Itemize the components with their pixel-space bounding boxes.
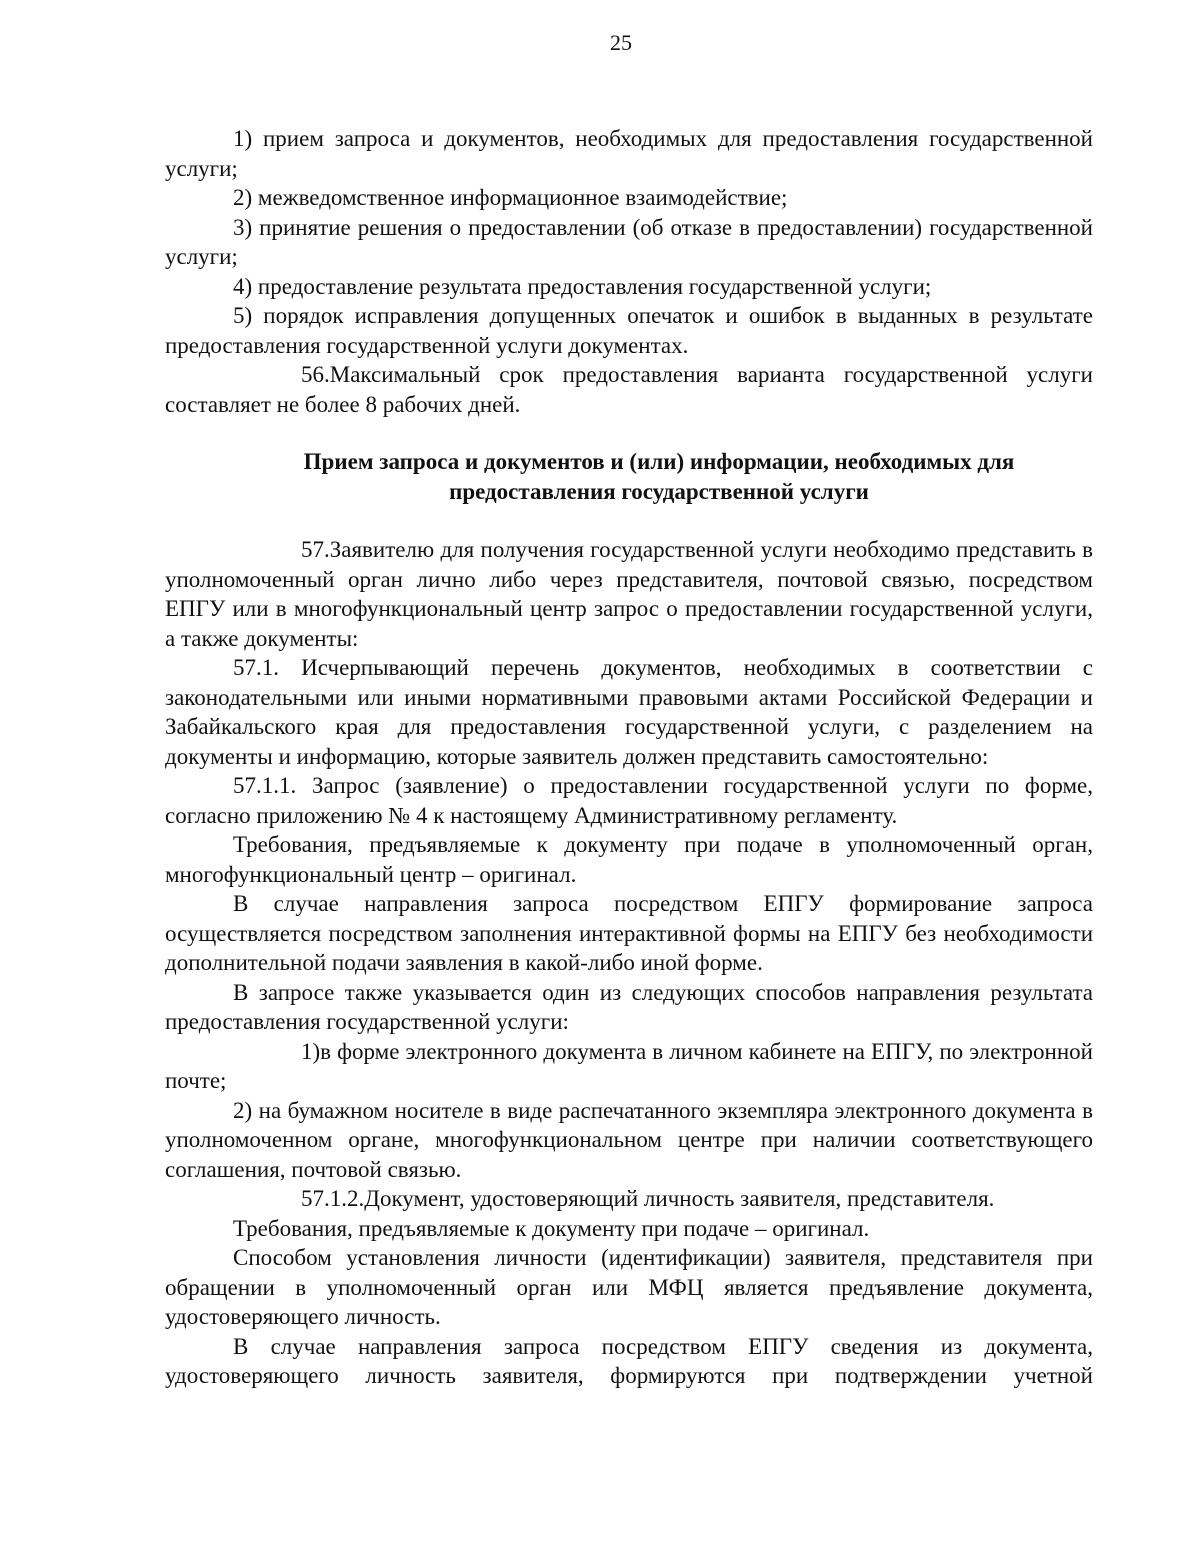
result-method-1 — [165, 1037, 1093, 1096]
heading-line-1: Прием запроса и документов и (или) информации, необходимых для — [303, 449, 1015, 474]
list-item-2: 2) межведомственное информационное взаимодействие; — [233, 185, 788, 210]
list-item-1: 1) прием запроса и документов, необходимых для предоставления государственной услуги; — [165, 126, 1093, 181]
paragraph-epgu-identity: В случае направления запроса посредством ЕПГУ сведения из документа, удостоверяющего личность заявителя, формируются при подтверждении учетной — [165, 1333, 1093, 1388]
section-heading — [165, 447, 1093, 507]
paragraph-number: 57. — [301, 537, 330, 562]
paragraph-57-1-1: 57.1.1. Запрос (заявление) о предоставлении государственной услуги по форме, согласно приложению № 4 к настоящему Административному регламенту. — [165, 773, 1093, 828]
paragraph-number: 56. — [301, 362, 330, 387]
paragraph-requirements-1: Требования, предъявляемые к документу при подаче в уполномоченный орган, многофункциональный центр – оригинал. — [165, 832, 1093, 887]
paragraph-text: Максимальный срок предоставления варианта государственной услуги составляет не более 8 рабочих дней. — [165, 362, 1093, 417]
list-item-3: 3) принятие решения о предоставлении (об отказе в предоставлении) государственной услуги; — [165, 214, 1093, 269]
page-number: 25 — [610, 30, 632, 55]
item-number: 1) — [301, 1038, 321, 1064]
paragraph-epgu-form: В случае направления запроса посредством ЕПГУ формирование запроса осуществляется посредством заполнения интерактивной формы на ЕПГУ без необходимости дополнительной подачи заявления в какой-либо иной форме. — [165, 891, 1093, 975]
paragraph-56 — [165, 360, 1093, 419]
paragraph-result-methods: В запросе также указывается один из следующих способов направления результата предоставления государственной услуги: — [165, 979, 1093, 1034]
list-item-5: 5) порядок исправления допущенных опечаток и ошибок в выданных в результате предоставления государственной услуги документах. — [165, 303, 1093, 358]
paragraph-text: Заявителю для получения государственной услуги необходимо представить в уполномоченный орган лично либо через представителя, почтовой связью, посредством ЕПГУ или в многофункциональный центр запрос о предоставлении государственной услуги, а также документы: — [165, 537, 1093, 651]
paragraph-number: 57.1.2. — [301, 1186, 365, 1211]
paragraph-57 — [165, 535, 1093, 653]
paragraph-57-1: 57.1. Исчерпывающий перечень документов, необходимых в соответствии с законодательными или иными нормативными правовыми актами Российской Федерации и Забайкальского края для предоставления государственной услуги, с разделением на документы и информацию, которые заявитель должен представить самостоятельно: — [165, 655, 1093, 769]
result-method-2: 2) на бумажном носителе в виде распечатанного экземпляра электронного документа в уполномоченном органе, многофункциональном центре при наличии соответствующего соглашения, почтовой связью. — [165, 1097, 1093, 1182]
heading-line-2: предоставления государственной услуги — [449, 479, 869, 504]
item-text: в форме электронного документа в личном кабинете на ЕПГУ, по электронной почте; — [165, 1038, 1093, 1093]
paragraph-identification: Способом установления личности (идентификации) заявителя, представителя при обращении в уполномоченный орган или МФЦ является предъявление документа, удостоверяющего личность. — [165, 1245, 1093, 1329]
list-item-4: 4) предоставление результата предоставления государственной услуги; — [233, 273, 932, 299]
paragraph-text: Документ, удостоверяющий личность заявителя, представителя. — [364, 1186, 995, 1211]
paragraph-requirements-2: Требования, предъявляемые к документу при подаче – оригинал. — [233, 1215, 870, 1241]
paragraph-57-1-2 — [165, 1184, 1093, 1214]
body-text — [165, 124, 1093, 1391]
